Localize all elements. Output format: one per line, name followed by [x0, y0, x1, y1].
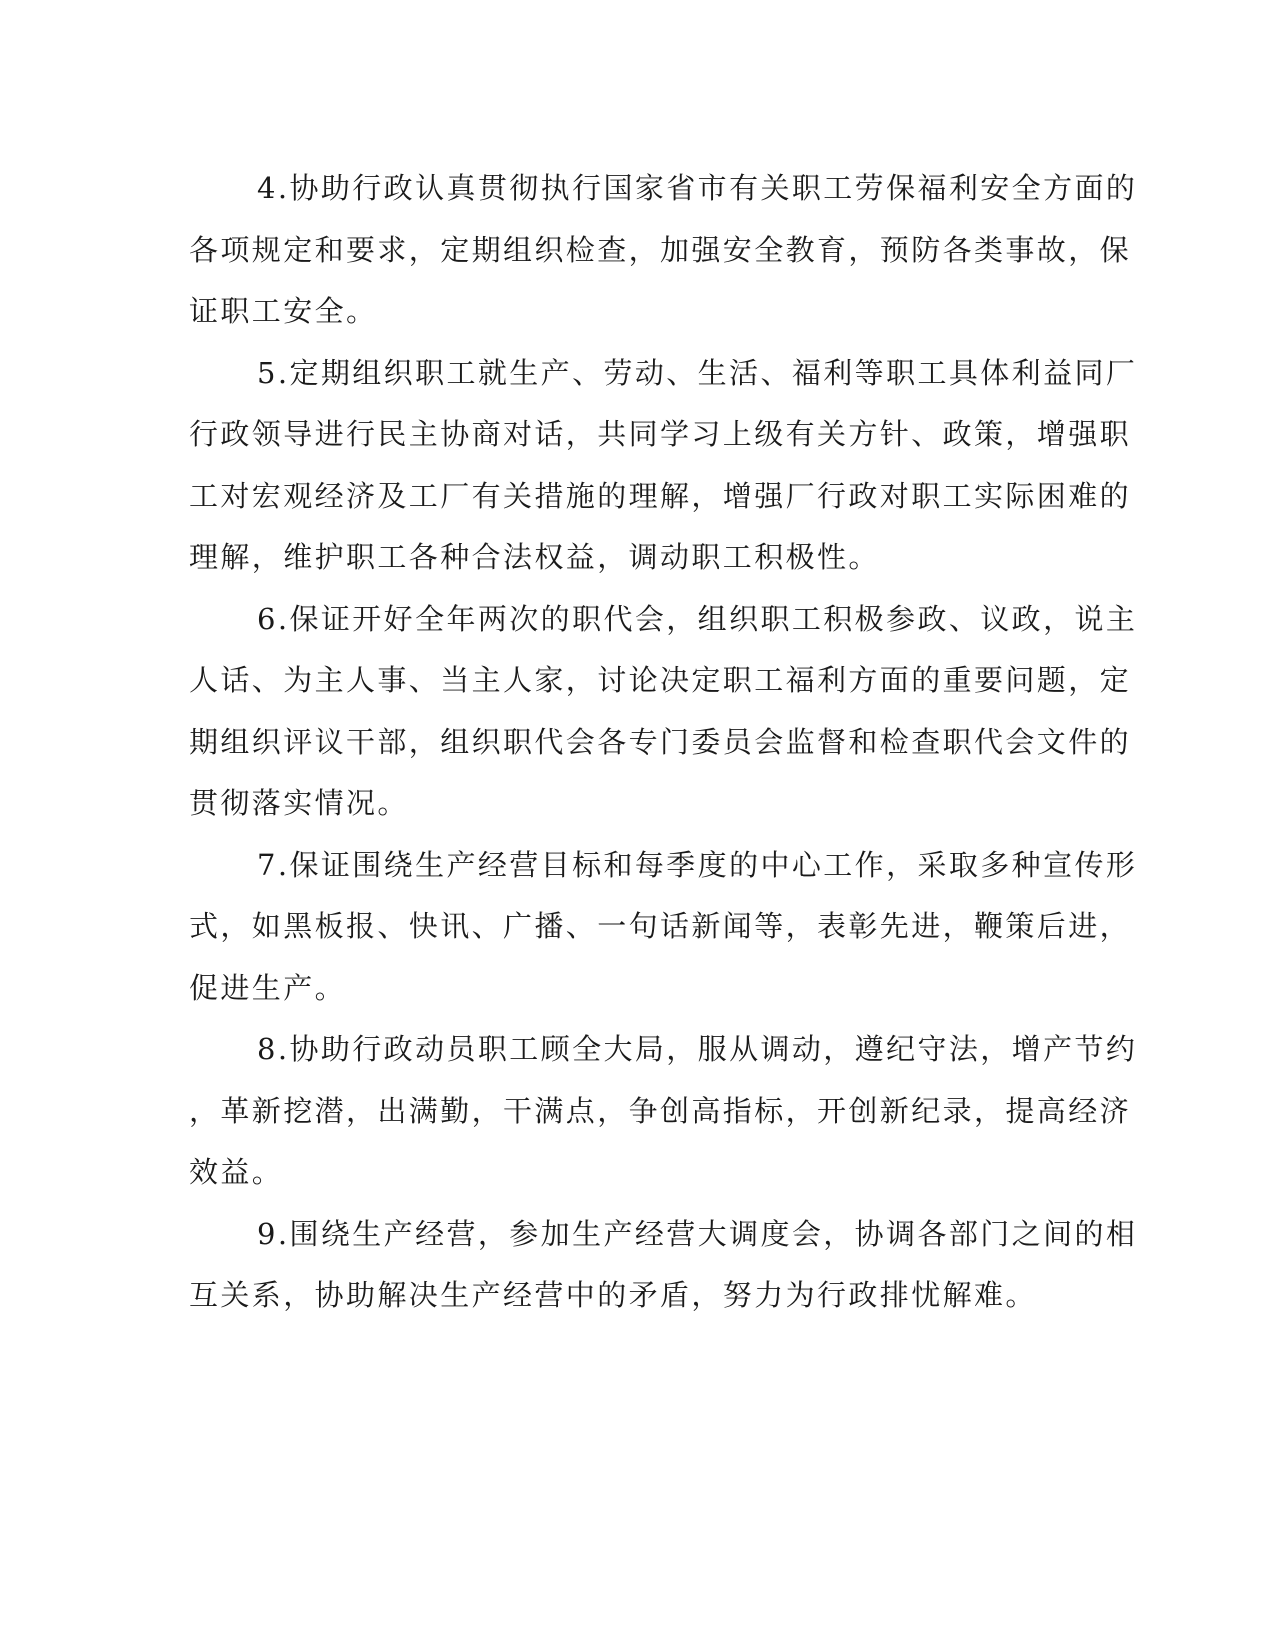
- paragraph-line: 8.协助行政动员职工顾全大局，服从调动，遵纪守法，增产节约: [257, 1032, 1138, 1066]
- paragraph-line: 理解，维护职工各种合法权益，调动职工积极性。: [189, 540, 880, 574]
- paragraph-line: 效益。: [189, 1155, 284, 1189]
- paragraph-9: [189, 1204, 1138, 1327]
- paragraph-line: 贯彻落实情况。: [189, 786, 409, 820]
- paragraph-8: [189, 1019, 1138, 1204]
- paragraph-line: 期组织评议干部，组织职代会各专门委员会监督和检查职代会文件的: [189, 724, 1132, 759]
- paragraph-line: 式，如黑板报、快讯、广播、一句话新闻等，表彰先进，鞭策后进，: [189, 909, 1132, 943]
- paragraph-line: 4.协助行政认真贯彻执行国家省市有关职工劳保福利安全方面的: [257, 171, 1138, 205]
- paragraph-line: 工对宏观经济及工厂有关措施的理解，增强厂行政对职工实际困难的: [189, 478, 1132, 513]
- paragraph-line: 5.定期组织职工就生产、劳动、生活、福利等职工具体利益同厂: [257, 355, 1138, 390]
- paragraph-line: 7.保证围绕生产经营目标和每季度的中心工作，采取多种宣传形: [257, 847, 1138, 882]
- paragraph-line: ，革新挖潜，出满勤，干满点，争创高指标，开创新纪录，提高经济: [189, 1093, 1132, 1128]
- paragraph-5: [189, 343, 1138, 589]
- paragraph-line: 行政领导进行民主协商对话，共同学习上级有关方针、政策，增强职: [189, 417, 1132, 451]
- document-body: [189, 158, 1138, 1327]
- paragraph-line: 促进生产。: [189, 970, 347, 1005]
- paragraph-line: 人话、为主人事、当主人家，讨论决定职工福利方面的重要问题，定: [189, 663, 1132, 697]
- paragraph-line: 证职工安全。: [189, 294, 378, 328]
- paragraph-line: 互关系，协助解决生产经营中的矛盾，努力为行政排忧解难。: [189, 1278, 1037, 1312]
- paragraph-line: 各项规定和要求，定期组织检查，加强安全教育，预防各类事故，保: [189, 232, 1132, 267]
- paragraph-line: 9.围绕生产经营，参加生产经营大调度会，协调各部门之间的相: [257, 1216, 1138, 1251]
- paragraph-4: [189, 158, 1138, 343]
- paragraph-line: 6.保证开好全年两次的职代会，组织职工积极参政、议政，说主: [257, 601, 1138, 636]
- paragraph-7: [189, 835, 1138, 1020]
- paragraph-6: [189, 589, 1138, 835]
